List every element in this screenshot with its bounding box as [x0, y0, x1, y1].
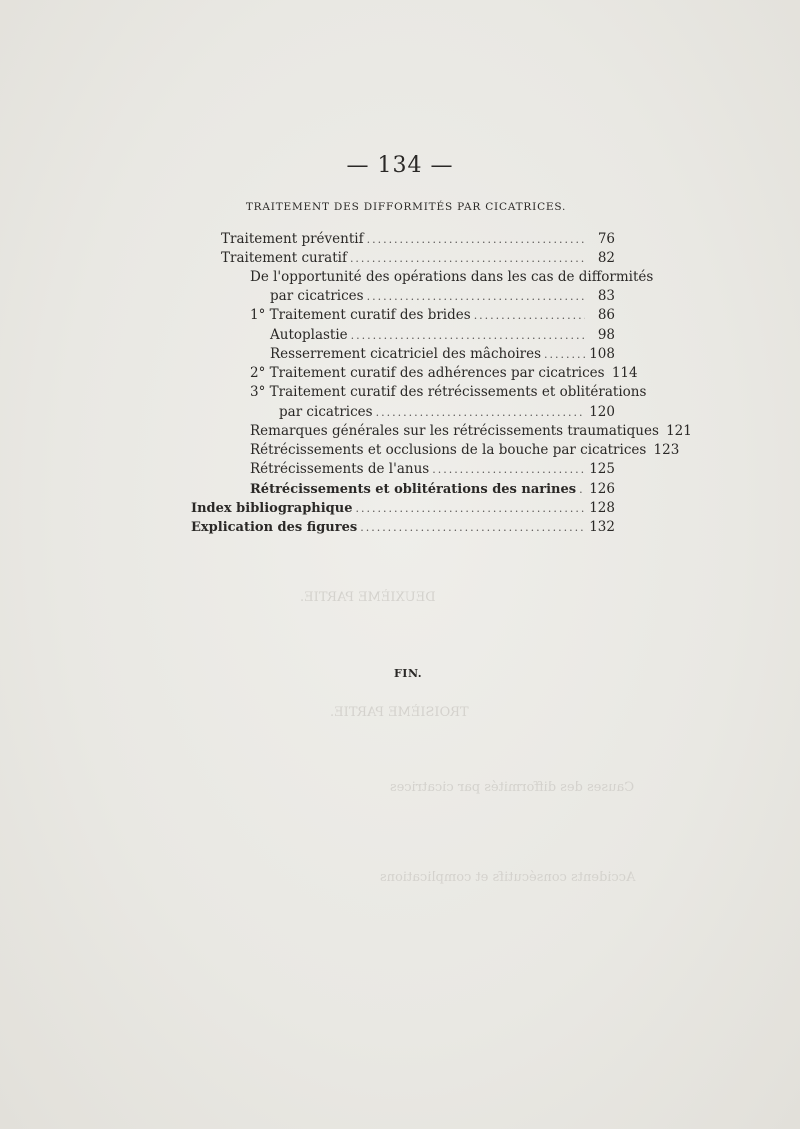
- dot-leader: [350, 249, 585, 268]
- toc-entry-page: 123: [653, 442, 680, 458]
- show-through-text: TROISIÈME PARTIE.: [330, 705, 469, 720]
- toc-entry-label: Remarques générales sur les rétrécissements traumatiques: [250, 423, 659, 439]
- toc-entry-page: 120: [589, 404, 615, 420]
- dot-leader: [356, 499, 586, 518]
- toc-entry: [191, 518, 615, 537]
- toc-entry-label: Explication des figures: [191, 520, 358, 535]
- toc-entry: [221, 230, 615, 249]
- section-heading: TRAITEMENT DES DIFFORMITÉS PAR CICATRICES.: [245, 201, 567, 213]
- dot-leader: [432, 460, 585, 479]
- dot-leader: [474, 306, 585, 325]
- fin-marker: FIN.: [394, 667, 423, 680]
- toc-entry-label: Rétrécissements et oblitérations des narines: [250, 482, 577, 497]
- toc-entry-label: 3° Traitement curatif des rétrécissements et oblitérations: [250, 384, 647, 400]
- dot-leader: [544, 345, 585, 364]
- toc-entry: [270, 345, 615, 364]
- toc-entry: [250, 441, 680, 460]
- toc-entry: [270, 326, 615, 345]
- toc-entry-label: Rétrécissements et occlusions de la bouche par cicatrices: [250, 442, 647, 458]
- toc-entry: [191, 499, 615, 518]
- toc-entry: [250, 460, 615, 479]
- toc-entry-page: 132: [589, 519, 615, 535]
- toc-entry: [279, 403, 615, 422]
- page-number: — 134 —: [346, 153, 454, 178]
- toc-entry-page: 121: [666, 423, 692, 439]
- show-through-text: DEUXIÈME PARTIE.: [300, 590, 436, 605]
- toc-entry-page: 83: [597, 288, 615, 304]
- show-through-text: Accidents consécutifs et complications: [380, 870, 636, 885]
- toc-entry-label: Rétrécissements de l'anus: [250, 461, 430, 477]
- toc-entry-label: Traitement préventif: [221, 231, 364, 247]
- toc-entry: [250, 422, 692, 441]
- toc-entry-label: par cicatrices: [279, 404, 373, 420]
- toc-entry-page: 98: [597, 327, 615, 343]
- toc-entry-label: Autoplastie: [270, 327, 348, 343]
- toc-entry-page: 108: [589, 346, 615, 362]
- dot-leader: [367, 287, 585, 306]
- dot-leader: [367, 230, 585, 249]
- dot-leader: [360, 518, 585, 537]
- toc-entry-page: 86: [597, 307, 615, 323]
- toc-entry: [270, 287, 615, 306]
- toc-entry-label: Index bibliographique: [191, 501, 353, 516]
- toc-entry-label: Traitement curatif: [221, 250, 347, 266]
- toc-entry-page: 128: [589, 500, 615, 516]
- dot-leader: [376, 403, 585, 422]
- toc-entry-page: 76: [597, 231, 615, 247]
- toc-entry: [250, 364, 638, 383]
- toc-entry-page: 114: [611, 365, 638, 381]
- toc-entry-page: 82: [597, 250, 615, 266]
- toc-entry-page: 125: [589, 461, 615, 477]
- toc-entry-label: De l'opportunité des opérations dans les cas de difformités: [250, 269, 654, 285]
- dot-leader: [579, 480, 585, 499]
- toc-entry-label: Resserrement cicatriciel des mâchoires: [270, 346, 542, 362]
- toc-entry: [221, 249, 615, 268]
- show-through-text: Causes des difformités par cicatrices: [390, 780, 635, 795]
- toc-entry-label: 2° Traitement curatif des adhérences par cicatrices: [250, 365, 605, 381]
- toc-entry-page: 126: [589, 481, 615, 497]
- toc-entry: [250, 306, 615, 325]
- dot-leader: [351, 326, 585, 345]
- toc-entry-label: 1° Traitement curatif des brides: [250, 307, 471, 323]
- toc-entry: [250, 480, 615, 499]
- toc-entry-label: par cicatrices: [270, 288, 364, 304]
